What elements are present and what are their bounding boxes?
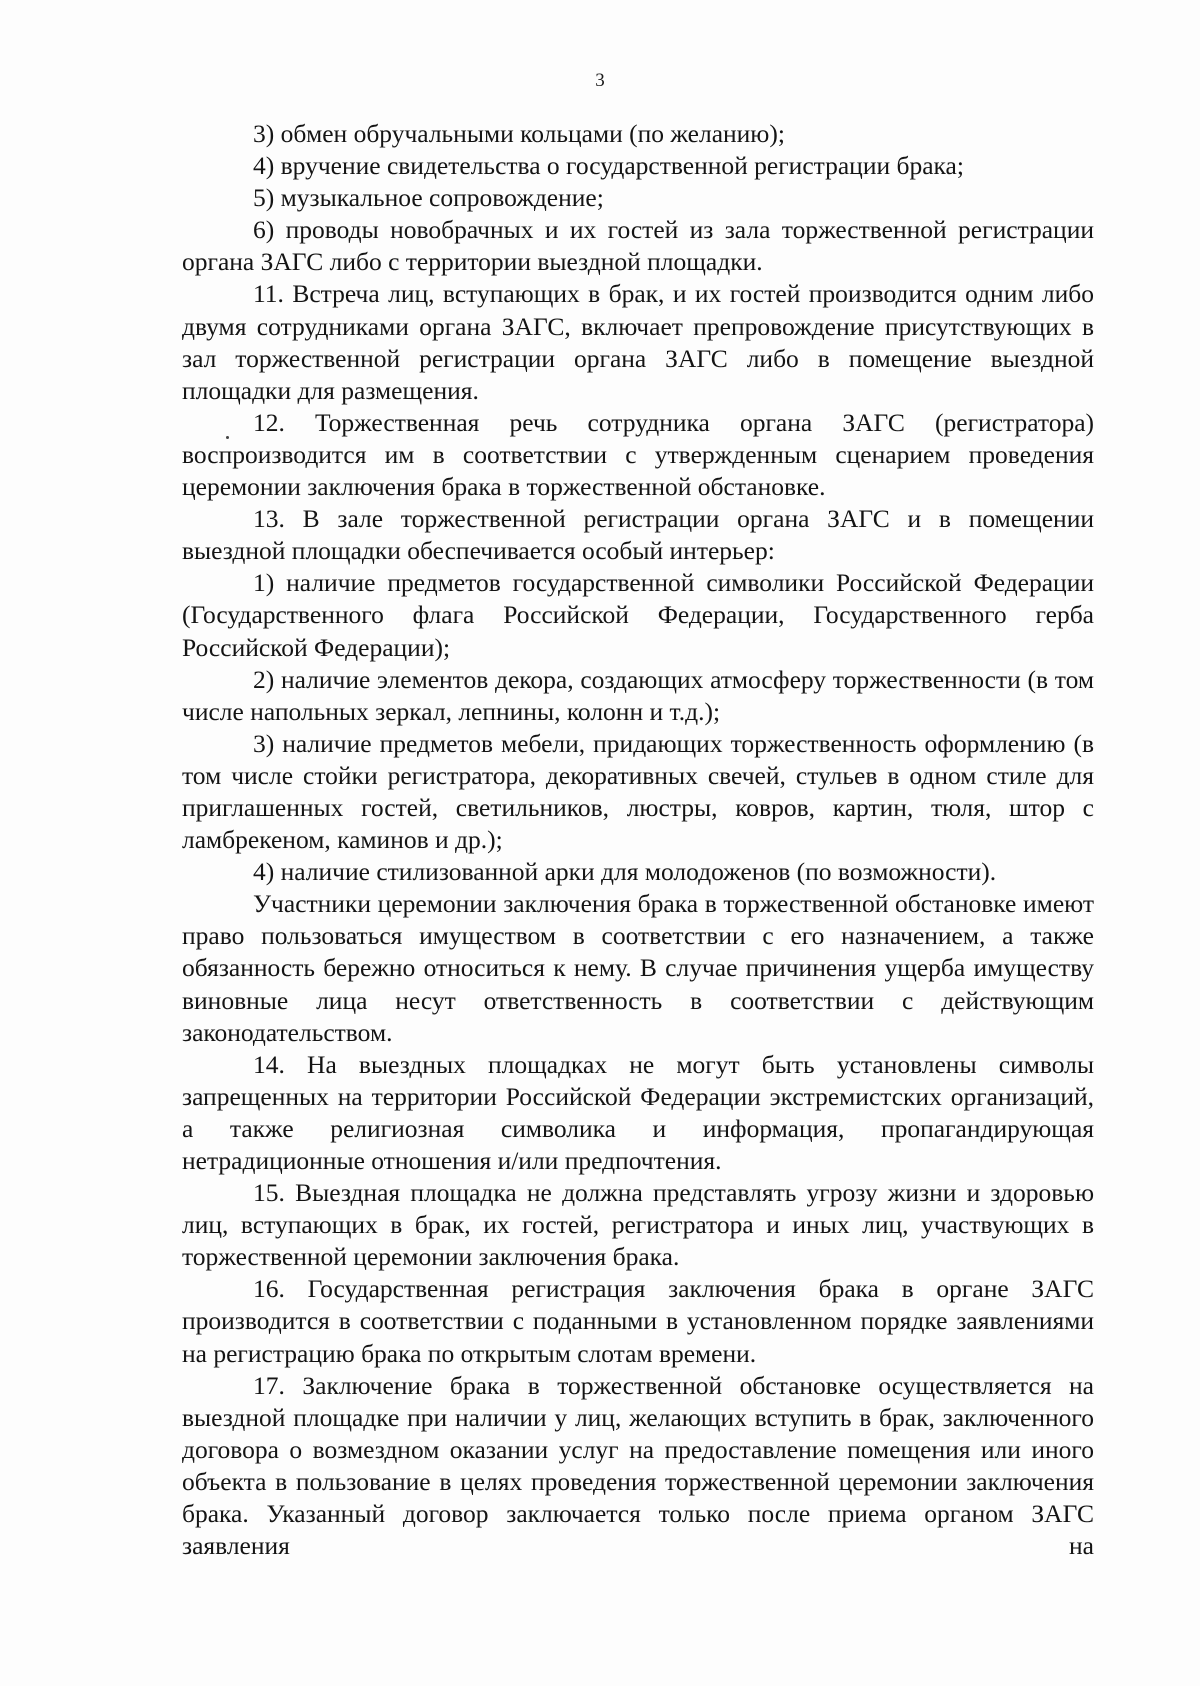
list-item-4: 4) вручение свидетельства о государственной регистрации брака; xyxy=(253,151,964,181)
clause-15: 15. Выездная площадка не должна представлять угрозу жизни и здоровью лиц, вступающих в брак, их гостей, регистратора и иных лиц, участвующих в торжественной церемонии заключения брака. xyxy=(182,1178,1094,1272)
document-body xyxy=(182,118,1094,1562)
clause-13: 13. В зале торжественной регистрации органа ЗАГС и в помещении выездной площадки обеспечивается особый интерьер: xyxy=(182,504,1094,566)
list-item-6: 6) проводы новобрачных и их гостей из зала торжественной регистрации органа ЗАГС либо с территории выездной площадки. xyxy=(182,215,1094,277)
list-item-3: 3) обмен обручальными кольцами (по желанию); xyxy=(253,119,785,148)
clause-14: 14. На выездных площадках не могут быть установлены символы запрещенных на территории Российской Федерации экстремистских организаций, а также религиозная символика и информация, пропагандирующая нетрадиционные отношения и/или предпочтения. xyxy=(182,1049,1094,1175)
clause-12: 12. Торжественная речь сотрудника органа ЗАГС (регистратора) воспроизводится им в соответствии с утвержденным сценарием проведения церемонии заключения брака в торжественной обстановке. xyxy=(182,407,1094,502)
participants-paragraph: Участники церемонии заключения брака в торжественной обстановке имеют право пользоваться имуществом в соответствии с его назначением, а также обязанность бережно относиться к нему. В случае причинения ущерба имуществу виновные лица несут ответственность в соответствии с действующим законодательством. xyxy=(182,889,1094,1047)
clause-11: 11. Встреча лиц, вступающих в брак, и их гостей производится одним либо двумя сотрудниками органа ЗАГС, включает препровождение присутствующих в зал торжественной регистрации органа ЗАГС либо в помещение выездной площадки для размещения. xyxy=(182,279,1094,405)
clause-16: 16. Государственная регистрация заключения брака в органе ЗАГС производится в соответствии с поданными в установленном порядке заявлениями на регистрацию брака по открытым слотам времени. xyxy=(182,1274,1094,1368)
clause-13-item-4: 4) наличие стилизованной арки для молодоженов (по возможности). xyxy=(253,857,997,887)
clause-13-item-2: 2) наличие элементов декора, создающих атмосферу торжественности (в том числе напольных зеркал, лепнины, колонн и т.д.); xyxy=(182,664,1094,726)
page-number: 3 xyxy=(595,70,605,91)
clause-13-item-1: 1) наличие предметов государственной символики Российской Федерации (Государственного флага Российской Федерации, Государственного герба Российской Федерации); xyxy=(182,568,1094,662)
list-item-5: 5) музыкальное сопровождение; xyxy=(253,183,604,213)
clause-13-item-3: 3) наличие предметов мебели, придающих торжественность оформлению (в том числе стойки регистратора, декоративных свечей, стульев в одном стиле для приглашенных гостей, светильников, люстры, ковров, картин, тюля, штор с ламбрекеном, каминов и др.); xyxy=(182,728,1094,855)
clause-17: 17. Заключение брака в торжественной обстановке осуществляется на выездной площадке при наличии у лиц, желающих вступить в брак, заключенного договора о возмездном оказании услуг на предоставление помещения или иного объекта в пользование в целях проведения торжественной церемонии заключения брака. Указанный договор заключается только после приема органом ЗАГС заявления на xyxy=(182,1370,1094,1561)
